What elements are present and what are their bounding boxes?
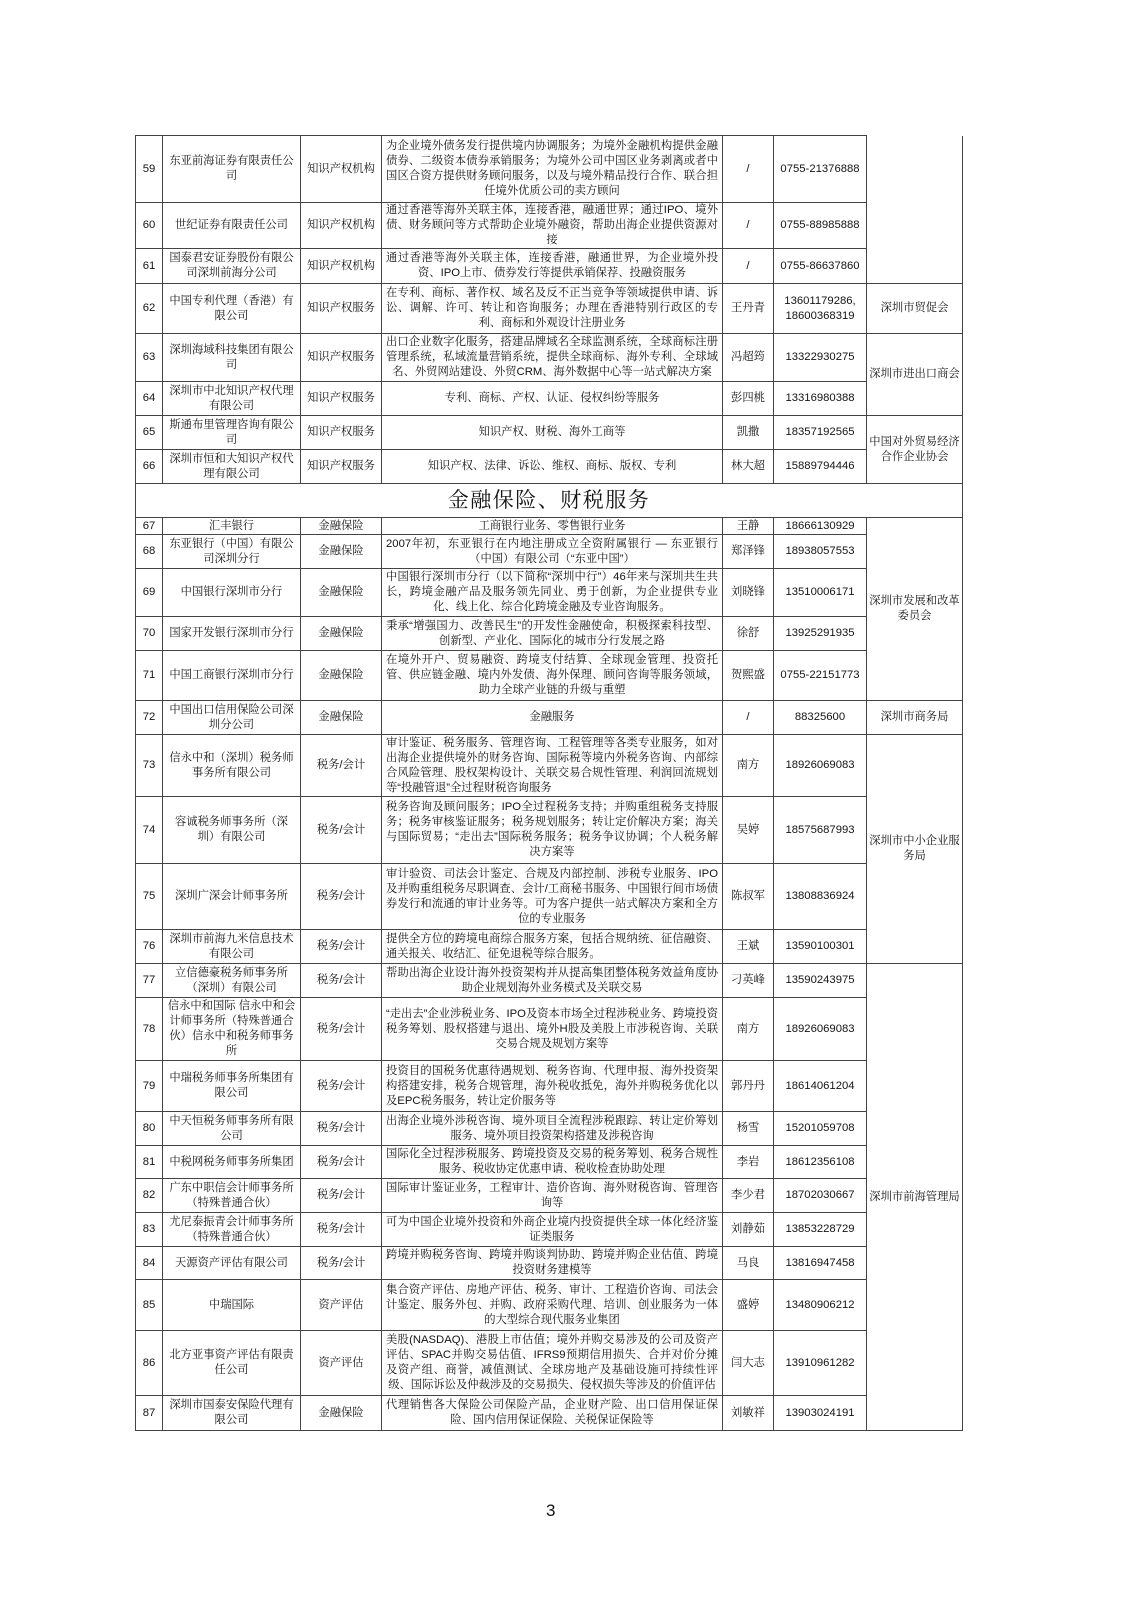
row-number: 66 [136,450,163,484]
row-number: 59 [136,136,163,203]
service-category: 税务/会计 [301,1179,382,1213]
table-row [136,701,963,735]
company-name: 中国工商银行深圳市分行 [163,651,301,701]
company-name: 汇丰银行 [163,518,301,535]
company-name: 深圳市中北知识产权代理有限公司 [163,382,301,416]
contact-phone: 13322930275 [774,334,867,382]
row-number: 76 [136,930,163,964]
service-category: 知识产权服务 [301,382,382,416]
company-name: 中天恒税务师事务所有限公司 [163,1112,301,1146]
contact-person: 王静 [723,518,774,535]
table-row [136,450,963,484]
row-number: 84 [136,1247,163,1280]
table-row [136,1280,963,1331]
table-row [136,1247,963,1280]
recommending-org: 深圳市中小企业服务局 [867,735,963,964]
company-name: 东亚银行（中国）有限公司深圳分行 [163,535,301,569]
row-number: 64 [136,382,163,416]
contact-person: 王斌 [723,930,774,964]
service-category: 税务/会计 [301,1061,382,1112]
contact-person: 盛婷 [723,1280,774,1331]
company-name: 深圳市前海九米信息技术有限公司 [163,930,301,964]
contact-person: 闫大志 [723,1331,774,1396]
service-description: 审计验资、司法会计鉴定、合规及内部控制、涉税专业服务、IPO及并购重组税务尽职调查、会计/工商秘书服务、中国银行间市场债券发行和流通的审计业务等。可为客户提供一站式解决方案和全方位的专业服务 [382,864,723,930]
recommending-org: 深圳市商务局 [867,701,963,735]
row-number: 72 [136,701,163,735]
service-category: 税务/会计 [301,1247,382,1280]
contact-phone: 13910961282 [774,1331,867,1396]
row-number: 75 [136,864,163,930]
service-category: 金融保险 [301,518,382,535]
contact-phone: 0755-88985888 [774,203,867,249]
company-name: 尤尼泰振青会计师事务所（特殊普通合伙） [163,1213,301,1247]
row-number: 69 [136,569,163,617]
row-number: 79 [136,1061,163,1112]
row-number: 71 [136,651,163,701]
page-number: 3 [546,1501,556,1520]
company-name: 中国专利代理（香港）有限公司 [163,284,301,334]
contact-person: 李少君 [723,1179,774,1213]
contact-phone: 0755-86637860 [774,249,867,284]
contact-phone: 13925291935 [774,617,867,651]
service-description: 跨境并购税务咨询、跨境并购谈判协助、跨境并购企业估值、跨境投资财务建模等 [382,1247,723,1280]
company-name: 斯通布里管理咨询有限公司 [163,416,301,450]
row-number: 82 [136,1179,163,1213]
contact-person: 刘静茹 [723,1213,774,1247]
table-row [136,864,963,930]
contact-person: 吴婷 [723,797,774,864]
service-description: 国际审计鉴证业务，工程审计、造价咨询、海外财税咨询、管理咨询等 [382,1179,723,1213]
contact-person: 林大超 [723,450,774,484]
table-row [136,964,963,998]
row-number: 77 [136,964,163,998]
contact-phone: 18357192565 [774,416,867,450]
contact-person: 凯撒 [723,416,774,450]
contact-phone: 13510006171 [774,569,867,617]
row-number: 67 [136,518,163,535]
row-number: 61 [136,249,163,284]
service-description: 提供全方位的跨境电商综合服务方案，包括合规纳统、征信融资、通关报关、收结汇、征免退税等综合服务。 [382,930,723,964]
contact-phone: 13590243975 [774,964,867,998]
service-description: 国际化全过程涉税服务、跨境投资及交易的税务筹划、税务合规性服务、税收协定优惠申请、税收检查协助处理 [382,1146,723,1179]
contact-phone: 0755-21376888 [774,136,867,203]
table-row [136,735,963,797]
service-description: 在专利、商标、著作权、域名及反不正当竞争等领域提供申请、诉讼、调解、许可、转让和咨询服务；办理在香港特别行政区的专利、商标和外观设计注册业务 [382,284,723,334]
table-row [136,1061,963,1112]
contact-person: 马良 [723,1247,774,1280]
section-header-row [136,484,963,518]
contact-person: 杨雪 [723,1112,774,1146]
contact-phone: 13590100301 [774,930,867,964]
table-row [136,518,963,535]
contact-phone: 13816947458 [774,1247,867,1280]
table-row [136,930,963,964]
table-row [136,249,963,284]
table-row [136,334,963,382]
contact-phone: 18575687993 [774,797,867,864]
contact-person: 陈叔军 [723,864,774,930]
table-row [136,1146,963,1179]
service-category: 金融保险 [301,569,382,617]
company-name: 容诚税务师事务所（深圳）有限公司 [163,797,301,864]
company-name: 信永中和（深圳）税务师事务所有限公司 [163,735,301,797]
contact-person: / [723,249,774,284]
company-name: 中国出口信用保险公司深圳分公司 [163,701,301,735]
table-row [136,136,963,203]
service-category: 资产评估 [301,1280,382,1331]
service-category: 税务/会计 [301,1213,382,1247]
service-description: 通过香港等海外关联主体，连接香港，融通世界，为企业境外投资、IPO上市、债券发行等提供承销保荐、投融资服务 [382,249,723,284]
service-description: 出海企业境外涉税咨询、境外项目全流程涉税跟踪、转让定价筹划服务、境外项目投资架构搭建及涉税咨询 [382,1112,723,1146]
contact-phone: 13480906212 [774,1280,867,1331]
service-description: 中国银行深圳市分行（以下简称“深圳中行”）46年来与深圳共生共长，跨境金融产品及服务领先同业、勇于创新，为企业提供专业化、线上化、综合化跨境金融及专业咨询服务。 [382,569,723,617]
service-category: 知识产权机构 [301,203,382,249]
contact-phone: 13316980388 [774,382,867,416]
contact-person: 南方 [723,998,774,1061]
service-description: 美股(NASDAQ)、港股上市估值；境外并购交易涉及的公司及资产评估、SPAC并购交易估值、IFRS9预期信用损失、合并对价分摊及资产组、商誉，减值测试、全球房地产及基础设施可持续性评级、国际诉讼及仲裁涉及的交易损失、侵权损失等涉及的价值评估 [382,1331,723,1396]
service-category: 税务/会计 [301,1112,382,1146]
service-category: 税务/会计 [301,1146,382,1179]
table-row [136,382,963,416]
service-category: 知识产权服务 [301,334,382,382]
table-row [136,203,963,249]
contact-phone: 18666130929 [774,518,867,535]
table-row [136,797,963,864]
row-number: 87 [136,1396,163,1431]
table-row [136,569,963,617]
service-category: 税务/会计 [301,964,382,998]
service-description: 集合资产评估、房地产评估、税务、审计、工程造价咨询、司法会计鉴定、服务外包、并购、政府采购代理、培训、创业服务为一体的大型综合现代服务业集团 [382,1280,723,1331]
row-number: 85 [136,1280,163,1331]
company-name: 中瑞国际 [163,1280,301,1331]
recommending-org: 中国对外贸易经济合作企业协会 [867,416,963,484]
service-description: 投资目的国税务优惠待遇规划、税务咨询、代理申报、海外投资架构搭建安排，税务合规管理，海外税收抵免，海外并购税务优化以及EPC税务服务，转让定价服务等 [382,1061,723,1112]
service-description: 代理销售各大保险公司保险产品，企业财产险、出口信用保证保险、国内信用保证保险、关税保证保险等 [382,1396,723,1431]
contact-person: 冯超筠 [723,334,774,382]
contact-person: 刘敏祥 [723,1396,774,1431]
company-name: 广东中职信会计师事务所（特殊普通合伙） [163,1179,301,1213]
company-name: 立信德豪税务师事务所（深圳）有限公司 [163,964,301,998]
service-description: 出口企业数字化服务，搭建品牌域名全球监测系统，全球商标注册管理系统，私域流量营销系统，提供全球商标、海外专利、全球域名、外贸网站建设、外贸CRM、海外数据中心等一站式解决方案 [382,334,723,382]
company-name: 深圳市国泰安保险代理有限公司 [163,1396,301,1431]
contact-person: / [723,701,774,735]
table-row [136,1396,963,1431]
contact-phone: 13853228729 [774,1213,867,1247]
service-category: 知识产权机构 [301,249,382,284]
service-provider-table [135,135,963,1431]
table-body [136,136,963,1431]
row-number: 83 [136,1213,163,1247]
service-category: 知识产权机构 [301,136,382,203]
row-number: 60 [136,203,163,249]
service-description: 帮助出海企业设计海外投资架构并从提高集团整体税务效益角度协助企业规划海外业务模式及关联交易 [382,964,723,998]
service-description: 知识产权、财税、海外工商等 [382,416,723,450]
row-number: 78 [136,998,163,1061]
service-description: 审计鉴证、税务服务、管理咨询、工程管理等各类专业服务，如对出海企业提供境外的财务咨询、国际税等境内外税务咨询、内部综合风险管理、股权架构设计、关联交易合规性管理、利润回流规划等“投融管退”全过程财税咨询服务 [382,735,723,797]
company-name: 深圳海域科技集团有限公司 [163,334,301,382]
contact-phone: 88325600 [774,701,867,735]
contact-phone: 18938057553 [774,535,867,569]
service-category: 金融保险 [301,651,382,701]
contact-person: 彭四桃 [723,382,774,416]
service-description: 2007年初，东亚银行在内地注册成立全资附属银行 — 东亚银行（中国）有限公司（“东亚中国”） [382,535,723,569]
recommending-org: 深圳市进出口商会 [867,334,963,416]
service-category: 金融保险 [301,1396,382,1431]
contact-phone: 13903024191 [774,1396,867,1431]
contact-person: / [723,203,774,249]
section-title: 金融保险、财税服务 [136,484,963,518]
row-number: 70 [136,617,163,651]
contact-phone: 15889794446 [774,450,867,484]
company-name: 中国银行深圳市分行 [163,569,301,617]
contact-phone: 15201059708 [774,1112,867,1146]
service-description: 秉承“增强国力、改善民生”的开发性金融使命，积极探索科技型、创新型、产业化、国际化的城市分行发展之路 [382,617,723,651]
service-category: 税务/会计 [301,998,382,1061]
service-description: 在境外开户、贸易融资、跨境支付结算、全球现金管理、投资托管、供应链金融、境内外发债、海外保理、顾问咨询等服务领域，助力全球产业链的升级与重塑 [382,651,723,701]
service-category: 知识产权服务 [301,450,382,484]
contact-person: 王丹青 [723,284,774,334]
table-row [136,535,963,569]
service-description: 工商银行业务、零售银行业务 [382,518,723,535]
table-row [136,998,963,1061]
table-row [136,1179,963,1213]
contact-person: 郑泽锋 [723,535,774,569]
service-description: 金融服务 [382,701,723,735]
contact-phone: 18702030667 [774,1179,867,1213]
service-description: 为企业境外债务发行提供境内协调服务；为境外金融机构提供金融债券、二级资本债券承销服务；为境外公司中国区业务剥离或者中国区合资方提供财务顾问服务，以及与境外精品投行合作、联合担任境外优质公司的卖方顾问 [382,136,723,203]
contact-phone: 18926069083 [774,735,867,797]
table-row [136,1213,963,1247]
table-row [136,284,963,334]
table-row [136,617,963,651]
recommending-org [867,136,963,284]
contact-person: 徐舒 [723,617,774,651]
contact-person: 南方 [723,735,774,797]
contact-phone: 13601179286, 18600368319 [774,284,867,334]
contact-person: / [723,136,774,203]
contact-phone: 13808836924 [774,864,867,930]
row-number: 63 [136,334,163,382]
service-category: 金融保险 [301,701,382,735]
contact-person: 刁英峰 [723,964,774,998]
service-description: 税务咨询及顾问服务；IPO全过程税务支持；并购重组税务支持服务；税务审核鉴证服务；税务规划服务；转让定价解决方案；海关与国际贸易；“走出去”国际税务服务；税务争议协调；个人税务解决方案等 [382,797,723,864]
contact-phone: 0755-22151773 [774,651,867,701]
row-number: 65 [136,416,163,450]
service-category: 资产评估 [301,1331,382,1396]
table-row [136,416,963,450]
recommending-org: 深圳市前海管理局 [867,964,963,1431]
company-name: 国家开发银行深圳市分行 [163,617,301,651]
service-category: 知识产权服务 [301,416,382,450]
service-description: “走出去”企业涉税业务、IPO及资本市场全过程涉税业务、跨境投资税务筹划、股权搭建与退出、境外H股及美股上市涉税咨询、关联交易合规及规划方案等 [382,998,723,1061]
company-name: 国泰君安证券股份有限公司深圳前海分公司 [163,249,301,284]
row-number: 68 [136,535,163,569]
contact-phone: 18926069083 [774,998,867,1061]
company-name: 世纪证券有限责任公司 [163,203,301,249]
service-category: 税务/会计 [301,864,382,930]
row-number: 86 [136,1331,163,1396]
service-category: 金融保险 [301,617,382,651]
service-description: 通过香港等海外关联主体，连接香港，融通世界；通过IPO、境外债、财务顾问等方式帮助企业境外融资，帮助出海企业提供资源对接 [382,203,723,249]
table-row [136,1331,963,1396]
recommending-org: 深圳市发展和改革委员会 [867,518,963,701]
company-name: 东亚前海证券有限责任公司 [163,136,301,203]
company-name: 中税网税务师事务所集团 [163,1146,301,1179]
company-name: 深圳广深会计师事务所 [163,864,301,930]
service-category: 税务/会计 [301,930,382,964]
table-row [136,651,963,701]
service-category: 知识产权服务 [301,284,382,334]
contact-person: 刘晓锋 [723,569,774,617]
row-number: 81 [136,1146,163,1179]
service-description: 知识产权、法律、诉讼、维权、商标、版权、专利 [382,450,723,484]
company-name: 天源资产评估有限公司 [163,1247,301,1280]
table-row [136,1112,963,1146]
row-number: 80 [136,1112,163,1146]
row-number: 73 [136,735,163,797]
service-description: 专利、商标、产权、认证、侵权纠纷等服务 [382,382,723,416]
contact-person: 李岩 [723,1146,774,1179]
service-description: 可为中国企业境外投资和外商企业境内投资提供全球一体化经济鉴证类服务 [382,1213,723,1247]
service-category: 税务/会计 [301,735,382,797]
contact-phone: 18614061204 [774,1061,867,1112]
row-number: 74 [136,797,163,864]
row-number: 62 [136,284,163,334]
company-name: 中瑞税务师事务所集团有限公司 [163,1061,301,1112]
contact-person: 贺熙盛 [723,651,774,701]
recommending-org: 深圳市贸促会 [867,284,963,334]
company-name: 深圳市恒和大知识产权代理有限公司 [163,450,301,484]
service-category: 金融保险 [301,535,382,569]
company-name: 北方亚事资产评估有限责任公司 [163,1331,301,1396]
company-name: 信永中和国际 信永中和会计师事务所（特殊普通合伙）信永中和税务师事务所 [163,998,301,1061]
contact-phone: 18612356108 [774,1146,867,1179]
service-category: 税务/会计 [301,797,382,864]
contact-person: 郭丹丹 [723,1061,774,1112]
